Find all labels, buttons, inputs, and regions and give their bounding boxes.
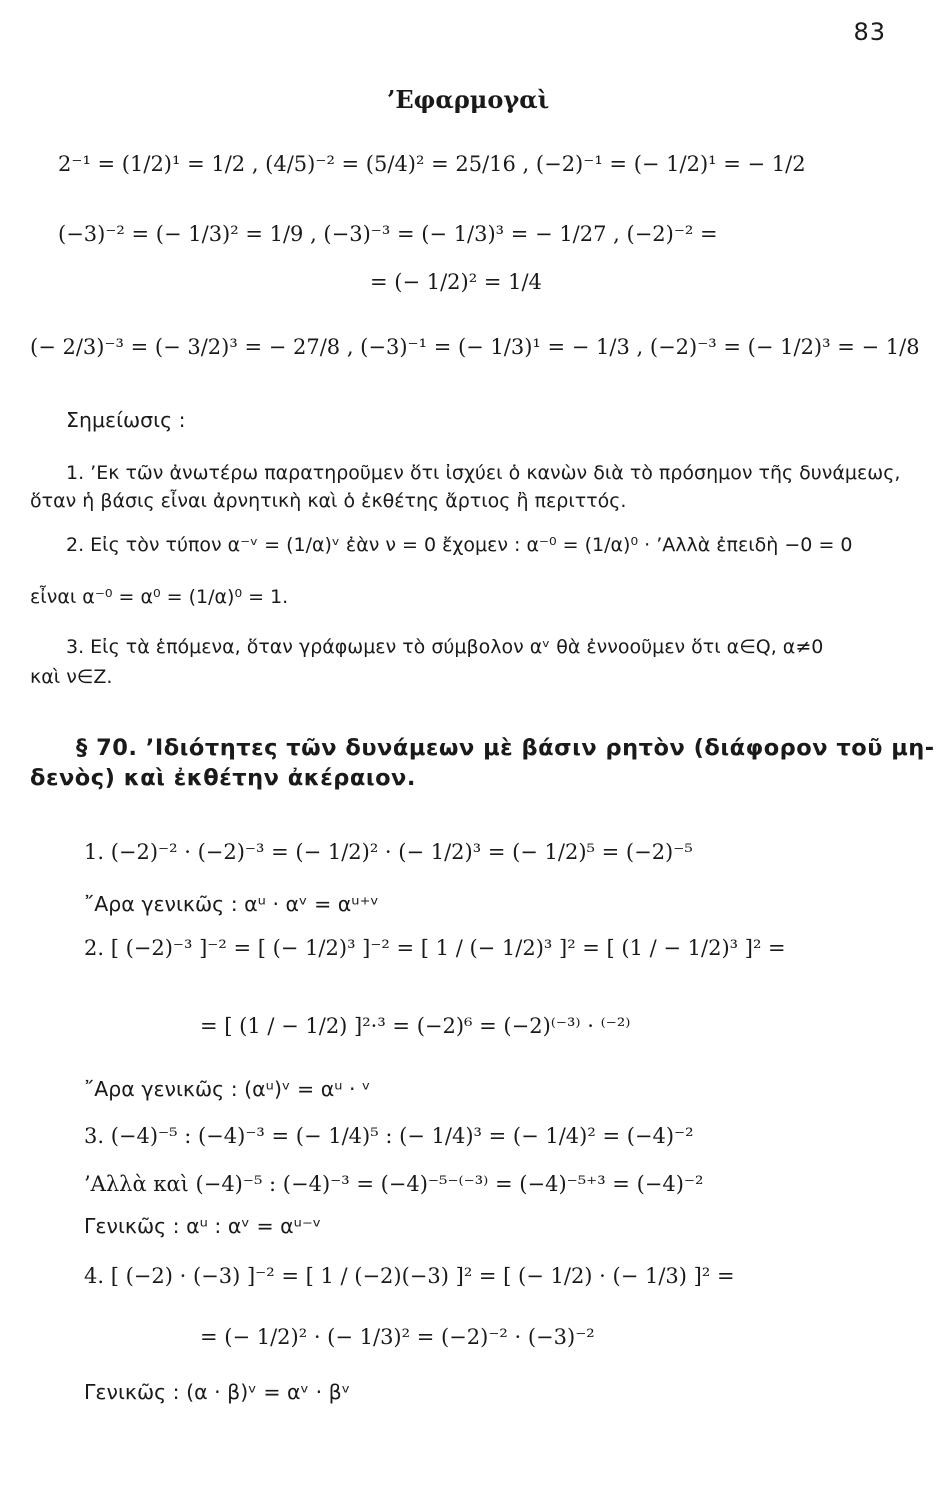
- section-heading-line-1: § 70. ’Ιδιότητες τῶν δυνάμεων μὲ βάσιν ρητὸν (διάφορον τοῦ μη-: [76, 735, 935, 761]
- property-2-continued: = [ (1 / − 1/2) ]²·³ = (−2)⁶ = (−2)⁽⁻³⁾ · ⁽⁻²⁾: [200, 1014, 631, 1038]
- property-3-rule: Γενικῶς : αᵘ : αᵛ = αᵘ⁻ᵛ: [84, 1214, 322, 1238]
- example-line-3: = (− 1/2)² = 1/4: [370, 270, 542, 294]
- remark-line-1: 1. ’Εκ τῶν ἀνωτέρω παρατηροῦμεν ὅτι ἰσχύει ὁ κανὼν διὰ τὸ πρόσημον τῆς δυνάμεως,: [66, 462, 901, 484]
- remarks-title: Σημείωσις :: [66, 408, 186, 432]
- page-title: ’Εφαρμογαὶ: [387, 85, 550, 114]
- property-4-example: 4. [ (−2) · (−3) ]⁻² = [ 1 / (−2)(−3) ]² = [ (− 1/2) · (− 1/3) ]² =: [84, 1264, 735, 1288]
- remark-line-2: ὅταν ἡ βάσις εἶναι ἀρνητικὴ καὶ ὁ ἐκθέτης ἄρτιος ἢ περιττός.: [30, 490, 627, 512]
- example-line-2: (−3)⁻² = (− 1/3)² = 1/9 , (−3)⁻³ = (− 1/3)³ = − 1/27 , (−2)⁻² =: [58, 222, 718, 246]
- property-1-rule: ῎Αρα γενικῶς : αᵘ · αᵛ = αᵘ⁺ᵛ: [84, 892, 379, 916]
- property-3-check: ’Αλλὰ καὶ (−4)⁻⁵ : (−4)⁻³ = (−4)⁻⁵⁻⁽⁻³⁾ = (−4)⁻⁵⁺³ = (−4)⁻²: [84, 1172, 704, 1196]
- page-number: 83: [853, 18, 886, 46]
- property-4-rule: Γενικῶς : (α · β)ᵛ = αᵛ · βᵛ: [84, 1380, 351, 1404]
- remark-line-3: 2. Εἰς τὸν τύπον α⁻ᵛ = (1/α)ᵛ ἐὰν ν = 0 ἔχομεν : α⁻⁰ = (1/α)⁰ · ’Αλλὰ ἐπειδὴ −0 = 0: [66, 534, 853, 556]
- section-heading-line-2: δενὸς) καὶ ἐκθέτην ἀκέραιον.: [30, 765, 416, 791]
- property-2-rule: ῎Αρα γενικῶς : (αᵘ)ᵛ = αᵘ · ᵛ: [84, 1077, 371, 1101]
- remark-line-6: καὶ ν∈Z.: [30, 666, 113, 688]
- example-line-1: 2⁻¹ = (1/2)¹ = 1/2 , (4/5)⁻² = (5/4)² = 25/16 , (−2)⁻¹ = (− 1/2)¹ = − 1/2: [58, 152, 806, 176]
- example-line-4: (− 2/3)⁻³ = (− 3/2)³ = − 27/8 , (−3)⁻¹ = (− 1/3)¹ = − 1/3 , (−2)⁻³ = (− 1/2)³ = − 1/8: [30, 335, 920, 359]
- property-1-example: 1. (−2)⁻² · (−2)⁻³ = (− 1/2)² · (− 1/2)³ = (− 1/2)⁵ = (−2)⁻⁵: [84, 840, 693, 864]
- remark-line-4: εἶναι α⁻⁰ = α⁰ = (1/α)⁰ = 1.: [30, 586, 289, 608]
- remark-line-5: 3. Εἰς τὰ ἑπόμενα, ὅταν γράφωμεν τὸ σύμβολον αᵛ θὰ ἐννοοῦμεν ὅτι α∈Q, α≠0: [66, 636, 824, 658]
- property-2-example: 2. [ (−2)⁻³ ]⁻² = [ (− 1/2)³ ]⁻² = [ 1 / (− 1/2)³ ]² = [ (1 / − 1/2)³ ]² =: [84, 936, 786, 960]
- property-3-example: 3. (−4)⁻⁵ : (−4)⁻³ = (− 1/4)⁵ : (− 1/4)³ = (− 1/4)² = (−4)⁻²: [84, 1124, 694, 1148]
- property-4-continued: = (− 1/2)² · (− 1/3)² = (−2)⁻² · (−3)⁻²: [200, 1325, 595, 1349]
